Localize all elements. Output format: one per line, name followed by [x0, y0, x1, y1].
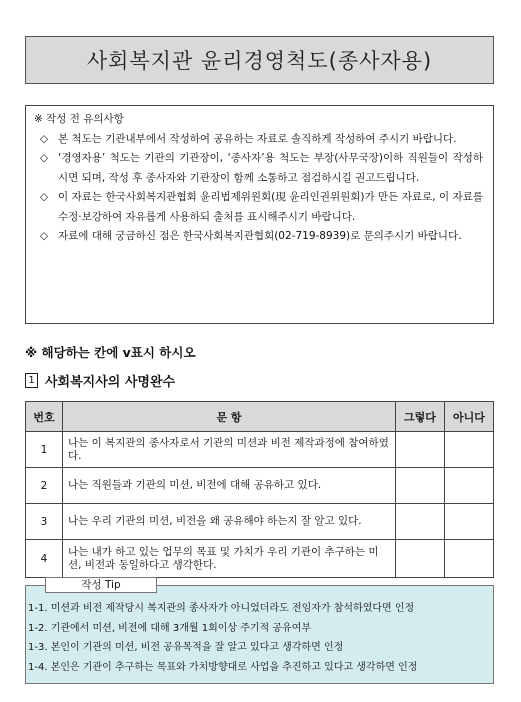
row-number: 1 — [26, 432, 63, 468]
section-heading — [25, 371, 175, 390]
diamond-bullet-icon: ◇ — [40, 191, 49, 203]
note-text: 자료에 대해 궁금하신 점은 한국사회복지관협회(02-719-8939)로 문의주시기 바랍니다. — [58, 230, 462, 242]
page-title: 사회복지관 윤리경영척도(종사자용) — [25, 36, 494, 84]
section-title: 사회복지사의 사명완수 — [45, 375, 176, 390]
diamond-bullet-icon: ◇ — [40, 230, 49, 242]
note-item — [34, 188, 483, 227]
yes-check-cell[interactable] — [396, 468, 445, 504]
instruction-text: ※ 해당하는 칸에 v표시 하시오 — [25, 345, 196, 360]
row-question: 나는 직원들과 기관의 미션, 비전에 대해 공유하고 있다. — [63, 468, 396, 504]
note-item — [34, 149, 483, 188]
note-item — [34, 130, 483, 150]
notes-heading: ※ 작성 전 유의사항 — [34, 113, 124, 125]
table-row — [26, 468, 494, 504]
note-text: 이 자료는 한국사회복지관협회 윤리법제위원회(現 윤리인권위원회)가 만든 자료로, 이 자료를 수정·보강하여 자유롭게 사용하되 출처를 표시해주시기 바랍니다. — [58, 191, 483, 223]
header-no: 번호 — [26, 402, 63, 432]
tip-line: 1-3. 본인이 기관의 미션, 비전 공유목적을 잘 알고 있다고 생각하면 인정 — [28, 642, 344, 653]
note-text: ‘경영자용’ 척도는 기관의 기관장이, ‘종사자’용 척도는 부장(사무국장)이하 직원들이 작성하시면 되며, 작성 후 종사자와 기관장이 함께 소통하고 점검하시길 권고드립니다. — [58, 152, 483, 184]
tip-box — [25, 585, 494, 684]
row-number: 3 — [26, 504, 63, 540]
section-number: 1 — [25, 373, 38, 388]
tip-line: 1-4. 본인은 기관이 추구하는 목표와 가치방향대로 사업을 추진하고 있다고 생각하면 인정 — [28, 661, 418, 673]
table-header-row — [26, 402, 494, 432]
header-question: 문 항 — [63, 402, 396, 432]
row-number: 2 — [26, 468, 63, 504]
no-check-cell[interactable] — [445, 468, 494, 504]
yes-check-cell[interactable] — [396, 504, 445, 540]
diamond-bullet-icon: ◇ — [40, 132, 49, 145]
table-row — [26, 432, 494, 468]
table-row — [26, 504, 494, 540]
table-row — [26, 540, 494, 578]
yes-check-cell[interactable] — [396, 540, 445, 578]
header-no-answer: 아니다 — [445, 402, 494, 432]
tip-line: 1-1. 미션과 비전 제작당시 복지관의 종사자가 아니었더라도 전임자가 참석하였다면 인정 — [28, 603, 415, 614]
checklist-table — [25, 401, 494, 578]
row-question: 나는 이 복지관의 종사자로서 기관의 미션과 비전 제작과정에 참여하였다. — [63, 432, 396, 468]
header-yes: 그렇다 — [396, 402, 445, 432]
row-question: 나는 내가 하고 있는 업무의 목표 및 가치가 우리 기관이 추구하는 미션, 비전과 동일하다고 생각한다. — [63, 540, 396, 578]
no-check-cell[interactable] — [445, 540, 494, 578]
note-item — [34, 227, 483, 247]
no-check-cell[interactable] — [445, 432, 494, 468]
notes-box — [25, 105, 494, 324]
note-text: 본 척도는 기관내부에서 작성하여 공유하는 자료로 솔직하게 작성하여 주시기 바랍니다. — [58, 132, 457, 145]
row-number: 4 — [26, 540, 63, 578]
diamond-bullet-icon: ◇ — [40, 152, 49, 164]
tip-label: 작성 Tip — [45, 577, 157, 593]
tip-line: 1-2. 기관에서 미션, 비전에 대해 3개월 1회이상 주기적 공유여부 — [28, 622, 312, 634]
no-check-cell[interactable] — [445, 504, 494, 540]
row-question: 나는 우리 기관의 미션, 비전을 왜 공유해야 하는지 잘 알고 있다. — [63, 504, 396, 540]
yes-check-cell[interactable] — [396, 432, 445, 468]
